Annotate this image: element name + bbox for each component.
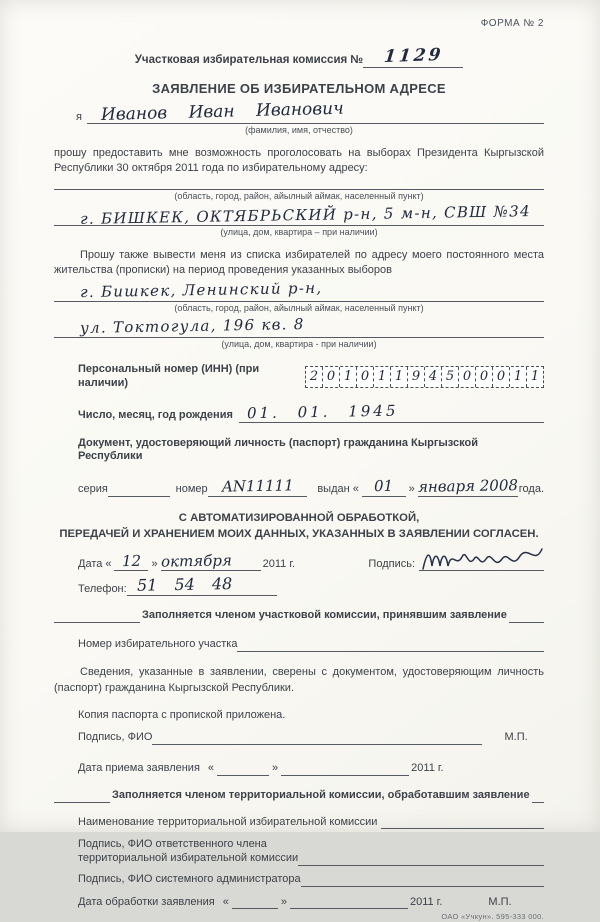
birthdate-field <box>239 403 544 423</box>
quote-close: » <box>408 483 415 496</box>
address-old-street-handwriting: ул. Токтогула, 196 кв. 8 <box>79 315 305 338</box>
responsible-member-line-2 <box>78 852 544 866</box>
address-new-field <box>54 201 544 228</box>
passport-detail-line <box>78 477 544 497</box>
member-signature-line <box>78 731 544 745</box>
process-date-label: Дата обработки заявления <box>78 895 215 908</box>
quote-close: » <box>280 895 287 908</box>
address-new-region-hint: (область, город, район, айылный аймак, населенный пункт) <box>174 191 424 202</box>
divider-rule-left <box>54 622 140 623</box>
date-month-handwriting: октября <box>160 550 232 571</box>
request-remove-paragraph: Прошу также вывести меня из списка избирателей по адресу моего постоянного места жительства (прописки) на период проведения указанных выборов <box>54 248 544 276</box>
number-field <box>208 477 308 497</box>
stamp-mp: М.П. <box>488 895 512 908</box>
quote-open: « <box>352 483 359 496</box>
accept-date-line <box>78 762 544 776</box>
issued-day-handwriting: 01 <box>374 476 394 496</box>
precinct-number-label: Номер избирательного участка <box>78 638 238 651</box>
date-month-field <box>161 552 261 572</box>
territorial-section-divider <box>54 789 544 803</box>
inn-digit: 1 <box>343 368 353 384</box>
address-old-street-hint: (улица, дом, квартира - при наличии) <box>221 339 377 350</box>
territorial-name-field <box>381 828 544 829</box>
responsible-member-block <box>54 838 544 866</box>
applicant-name-line <box>54 98 544 125</box>
inn-digit: 1 <box>377 368 387 384</box>
precinct-section-divider <box>54 609 544 623</box>
inn-digit-cell <box>373 367 390 387</box>
birthdate-line <box>78 403 544 423</box>
territorial-divider-text: Заполняется членом территориальной комиссии, обработавшим заявление <box>112 788 530 801</box>
applicant-prefix: я <box>76 110 82 123</box>
form-title: ЗАЯВЛЕНИЕ ОБ ИЗБИРАТЕЛЬНОМ АДРЕСЕ <box>152 80 446 96</box>
inn-line <box>78 363 544 391</box>
quote-close: » <box>272 762 279 775</box>
inn-digit: 0 <box>496 368 506 384</box>
signature-label: Подпись: <box>368 557 415 570</box>
inn-label: Персональный номер (ИНН) (при наличии) <box>78 363 260 390</box>
passport-copy-note: Копия паспорта с пропиской приложена. <box>78 708 286 721</box>
consent-statement <box>54 510 544 543</box>
inn-digit: 0 <box>360 368 370 384</box>
issued-label: выдан <box>317 483 350 496</box>
sysadmin-label: Подпись, ФИО системного администратора <box>78 872 301 885</box>
quote-open: « <box>105 557 112 570</box>
member-sign-label: Подпись, ФИО <box>78 731 153 744</box>
phone-field <box>127 575 277 596</box>
accept-year: 2011 г. <box>411 762 444 775</box>
inn-digit: 9 <box>411 368 421 384</box>
print-house-footer: ОАО «Учкун». 595-333 000. <box>441 912 544 922</box>
inn-digit: 0 <box>326 368 336 384</box>
date-day-handwriting: 12 <box>121 551 142 570</box>
process-month-field <box>290 908 408 909</box>
inn-digit-cell <box>424 367 441 387</box>
request-vote-paragraph: прошу предоставить мне возможность проголосовать на выборах Президента Кыргызской Республики 30 октября 2011 года по избирательному адресу: <box>54 146 544 174</box>
quote-close: » <box>151 557 158 570</box>
inn-digit-cell <box>356 367 373 387</box>
process-year: 2011 г. <box>409 895 443 908</box>
divider-rule-right <box>532 802 544 803</box>
inn-digit: 1 <box>530 368 540 384</box>
form-number: ФОРМА № 2 <box>480 18 544 29</box>
inn-digit: 2 <box>309 368 319 384</box>
precinct-number-field <box>237 651 544 652</box>
name-hint: (фамилия, имя, отчество) <box>245 125 353 136</box>
date-signature-line <box>78 552 544 572</box>
inn-digit-cell <box>475 367 492 387</box>
passport-intro: Документ, удостоверяющий личность (паспорт) гражданина Кыргызской Республики <box>78 436 478 463</box>
territorial-name-label: Наименование территориальной избирательной комиссии <box>78 815 378 828</box>
responsible-member-label-2: территориальной избирательной комиссии <box>78 852 299 865</box>
inn-digit-cell <box>526 367 543 387</box>
responsible-member-label-1: Подпись, ФИО ответственного члена <box>78 838 267 851</box>
issued-month-field <box>418 477 518 497</box>
commission-line <box>54 46 544 68</box>
process-day-field <box>232 908 278 909</box>
signature-scribble <box>419 545 544 573</box>
number-label: номер <box>175 483 208 496</box>
quote-open: « <box>207 762 215 775</box>
process-date-line <box>78 896 544 910</box>
quote-open: « <box>222 895 229 908</box>
inn-digit-cell <box>407 367 424 387</box>
responsible-member-field <box>298 865 544 866</box>
date-year: 2011 г. <box>262 557 296 570</box>
territorial-name-line <box>78 816 544 830</box>
sysadmin-line <box>78 873 544 887</box>
member-sign-field <box>152 744 482 745</box>
inn-digit: 1 <box>394 368 404 384</box>
passport-number-handwriting: AN11111 <box>221 476 294 496</box>
precinct-number-line <box>78 638 544 652</box>
birthdate-label: Число, месяц, год рождения <box>78 408 233 421</box>
inn-digit-cell <box>306 367 322 387</box>
accept-date-label: Дата приема заявления <box>78 762 200 775</box>
issued-suffix: года. <box>518 483 545 496</box>
consent-line-2: ПЕРЕДАЧЕЙ И ХРАНЕНИЕМ МОИХ ДАННЫХ, УКАЗАННЫХ В ЗАЯВЛЕНИИ СОГЛАСЕН. <box>59 528 539 541</box>
inn-digit-cell <box>492 367 509 387</box>
inn-digit-cell <box>339 367 356 387</box>
inn-digit-cell <box>390 367 407 387</box>
commission-label: Участковая избирательная комиссия № <box>134 54 364 67</box>
commission-number-field <box>363 46 463 68</box>
accept-month-field <box>281 775 409 776</box>
applicant-name-field <box>87 98 544 125</box>
stamp-mp: М.П. <box>504 731 528 744</box>
series-label: серия <box>78 483 108 496</box>
inn-digit-boxes <box>305 366 544 388</box>
applicant-name-handwriting: Иванов Иван Иванович <box>100 98 344 125</box>
phone-handwriting: 51 54 48 <box>136 574 233 596</box>
address-old-region-handwriting: г. Бишкек, Ленинский р-н, <box>79 279 323 302</box>
consent-line-1: С АВТОМАТИЗИРОВАННОЙ ОБРАБОТКОЙ, <box>178 511 420 524</box>
inn-digit: 1 <box>513 368 523 384</box>
inn-digit: 4 <box>428 368 438 384</box>
accept-day-field <box>217 775 269 776</box>
inn-digit-cell <box>509 367 526 387</box>
address-new-handwriting: г. БИШКЕК, ОКТЯБРЬСКИЙ р-н, 5 м-н, СВШ №34 <box>79 201 532 228</box>
signature-field <box>419 554 544 571</box>
phone-line <box>78 575 544 596</box>
address-new-region-rule <box>54 176 544 190</box>
commission-number-handwriting: 1129 <box>382 44 444 67</box>
inn-digit-cell <box>322 367 339 387</box>
divider-rule-left <box>54 802 110 803</box>
precinct-divider-text: Заполняется членом участковой комиссии, принявшим заявление <box>142 609 507 622</box>
address-new-street-hint: (улица, дом, квартира – при наличии) <box>220 227 378 238</box>
inn-digit-cell <box>458 367 475 387</box>
inn-digit: 0 <box>479 368 489 384</box>
sysadmin-field <box>301 886 544 887</box>
inn-digit: 0 <box>462 368 472 384</box>
address-old-region-field <box>54 281 544 302</box>
issued-day-field <box>362 477 406 497</box>
address-old-region-hint: (область, город, район, айылный аймак, населенный пункт) <box>174 303 424 314</box>
date-day-field <box>114 552 148 572</box>
verified-paragraph: Сведения, указанные в заявлении, сверены с документом, удостоверяющим личность (паспорт) гражданина Кыргызской Республики. <box>54 665 544 694</box>
date-label: Дата <box>78 557 103 570</box>
issued-month-handwriting: января 2008 <box>417 476 518 496</box>
divider-rule-right <box>509 622 544 623</box>
phone-label: Телефон: <box>78 582 127 595</box>
series-field <box>108 496 170 497</box>
birthdate-handwriting: 01. 01. 1945 <box>246 401 399 423</box>
address-old-street-field <box>54 317 544 338</box>
inn-digit-cell <box>441 367 458 387</box>
inn-digit: 5 <box>445 368 455 384</box>
